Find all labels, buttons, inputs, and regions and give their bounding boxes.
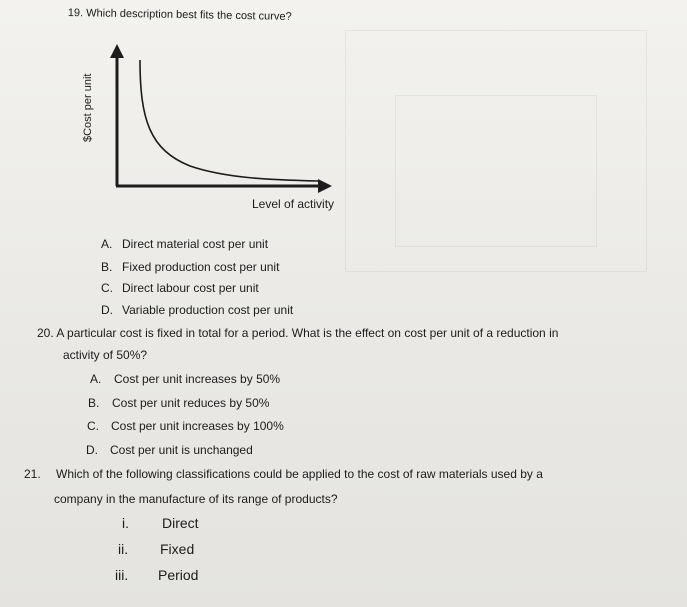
q21-option-iii xyxy=(115,567,199,583)
option-numeral: iii. xyxy=(115,567,129,583)
q20-option-c xyxy=(87,418,284,434)
question-19-text: Which description best fits the cost curve? xyxy=(86,7,292,23)
question-20-text-line2: activity of 50%? xyxy=(63,348,148,362)
option-text: Direct labour cost per unit xyxy=(122,281,259,295)
question-20-number: 20. xyxy=(37,326,54,340)
q19-option-c xyxy=(101,280,259,296)
option-letter: D. xyxy=(101,303,113,317)
q20-option-b xyxy=(88,395,270,411)
question-21 xyxy=(24,466,543,482)
option-text: Direct material cost per unit xyxy=(122,237,269,251)
option-text: Cost per unit reduces by 50% xyxy=(112,396,270,410)
option-letter: C. xyxy=(87,419,99,433)
q21-option-i xyxy=(122,515,199,531)
option-numeral: i. xyxy=(122,515,129,531)
y-axis-arrowhead xyxy=(110,44,124,58)
option-text: Variable production cost per unit xyxy=(122,303,294,317)
q21-option-ii xyxy=(118,541,195,557)
option-text: Period xyxy=(158,567,199,583)
option-text: Direct xyxy=(162,515,199,531)
question-21-number: 21. xyxy=(24,467,41,481)
q19-option-a xyxy=(101,236,269,252)
option-letter: C. xyxy=(101,281,113,295)
question-19-number: 19. xyxy=(67,6,84,20)
option-letter: A. xyxy=(90,372,102,386)
q20-option-a xyxy=(90,371,281,387)
option-text: Fixed production cost per unit xyxy=(122,260,280,274)
option-letter: A. xyxy=(101,237,113,251)
q19-option-d xyxy=(101,302,294,318)
q19-option-b xyxy=(101,259,280,275)
question-21-text-line1: Which of the following classifications could be applied to the cost of raw materials used by a xyxy=(56,467,543,481)
q20-option-d xyxy=(86,442,253,458)
option-text: Cost per unit is unchanged xyxy=(110,443,253,457)
question-20-text-line1: A particular cost is fixed in total for a period. What is the effect on cost per unit of a reduction in xyxy=(56,326,559,340)
question-21-text-line2: company in the manufacture of its range of products? xyxy=(54,492,338,506)
option-text: Fixed xyxy=(160,541,195,557)
option-text: Cost per unit increases by 50% xyxy=(114,372,281,386)
option-numeral: ii. xyxy=(118,541,129,557)
option-letter: D. xyxy=(86,443,98,457)
option-letter: B. xyxy=(101,260,113,274)
x-axis-arrowhead xyxy=(318,179,332,193)
cost-curve-line xyxy=(140,60,318,181)
option-letter: B. xyxy=(88,396,100,410)
option-text: Cost per unit increases by 100% xyxy=(111,419,284,433)
question-20 xyxy=(37,325,558,341)
y-axis-label: $Cost per unit xyxy=(82,73,94,142)
x-axis-label: Level of activity xyxy=(252,197,335,211)
